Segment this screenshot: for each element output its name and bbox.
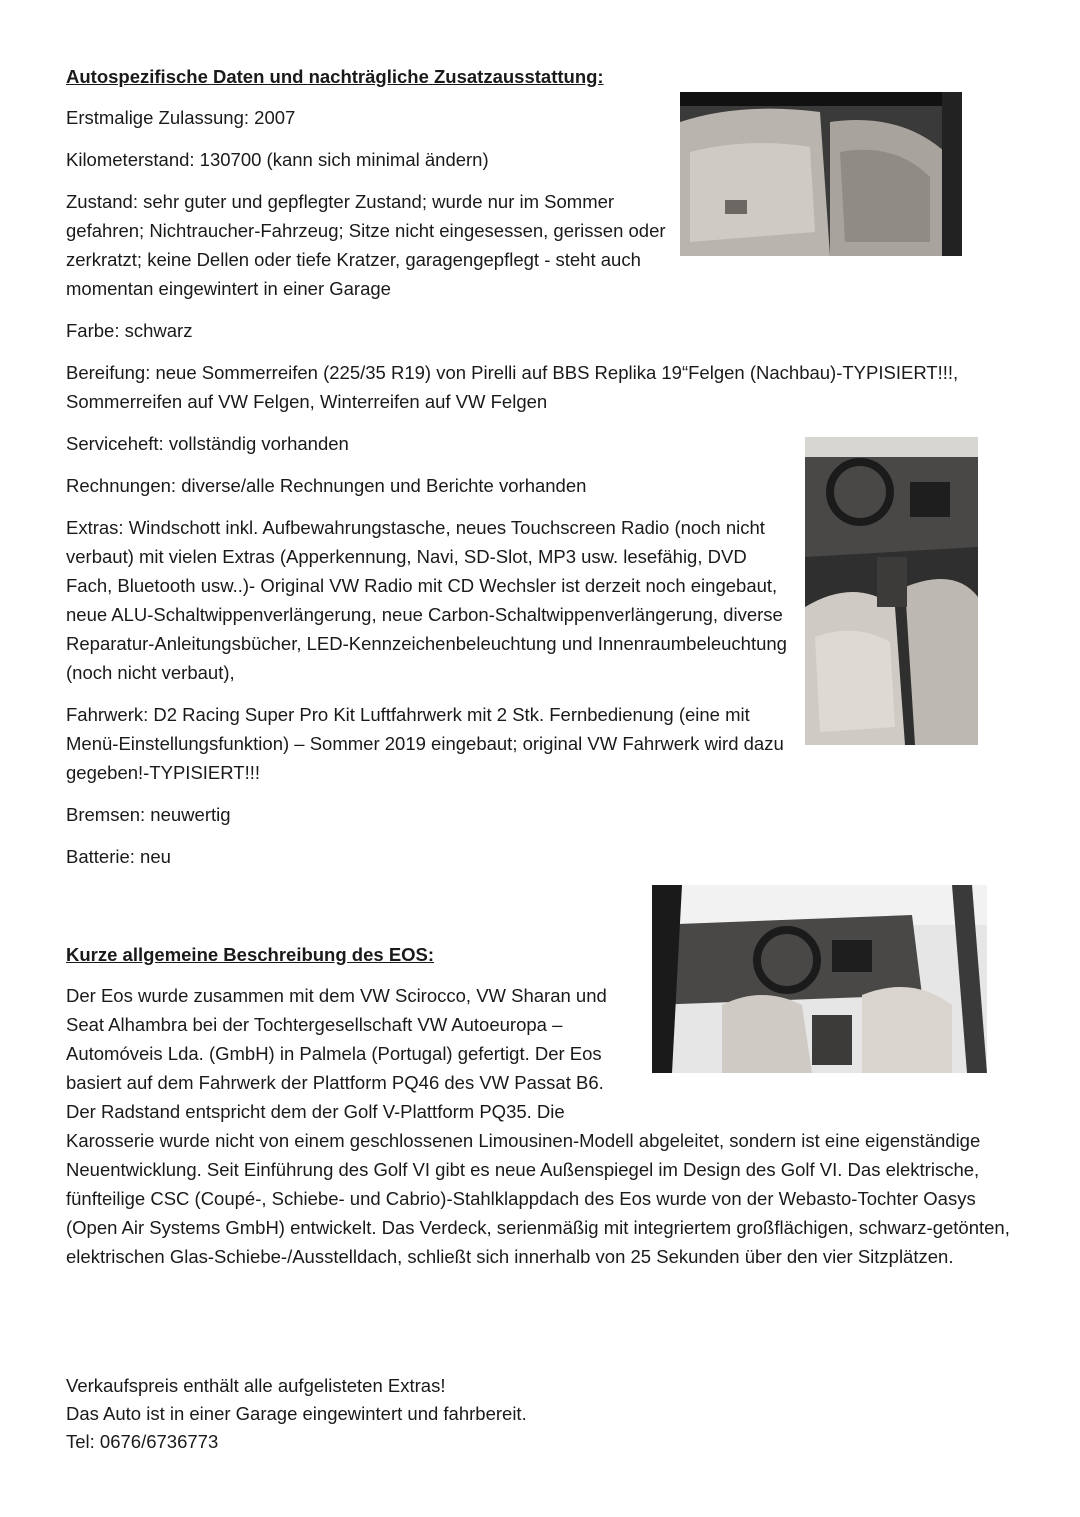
footer-garage-note: Das Auto ist in einer Garage eingewintert und fahrbereit. xyxy=(66,1403,527,1424)
front-interior-photo xyxy=(805,437,978,745)
line-mileage: Kilometerstand: 130700 (kann sich minimal ändern) xyxy=(66,149,489,170)
footer-price-note: Verkaufspreis enthält alle aufgelisteten Extras! xyxy=(66,1375,446,1396)
line-invoices: Rechnungen: diverse/alle Rechnungen und Berichte vorhanden xyxy=(66,475,587,496)
section-heading-description: Kurze allgemeine Beschreibung des EOS: xyxy=(66,944,435,965)
line-tires: Bereifung: neue Sommerreifen (225/35 R19) von Pirelli auf BBS Replika 19“Felgen (Nachbau)-TYPISIERT!!!, Sommerreifen auf VW Felgen, Winterreifen auf VW Felgen xyxy=(66,362,959,412)
section-heading-specs: Autospezifische Daten und nachträgliche Zusatzausstattung: xyxy=(66,66,604,87)
line-suspension: Fahrwerk: D2 Racing Super Pro Kit Luftfahrwerk mit 2 Stk. Fernbedienung (eine mit Menü-Einstellungsfunktion) – Sommer 2019 eingebaut; original VW Fahrwerk wird dazu gegeben!-TYPISIERT!!! xyxy=(66,704,784,783)
dashboard-photo xyxy=(652,885,987,1073)
line-registration: Erstmalige Zulassung: 2007 xyxy=(66,107,296,128)
footer-phone: Tel: 0676/6736773 xyxy=(66,1431,219,1452)
footer xyxy=(66,1372,527,1456)
rear-seats-photo xyxy=(680,92,962,256)
line-condition: Zustand: sehr guter und gepflegter Zustand; wurde nur im Sommer gefahren; Nichtraucher-Fahrzeug; Sitze nicht eingesessen, gerissen oder zerkratzt; keine Dellen oder tiefe Kratzer, garagengepflegt - steht auch momentan eingewintert in einer Garage xyxy=(66,191,666,299)
line-brakes: Bremsen: neuwertig xyxy=(66,804,231,825)
line-color: Farbe: schwarz xyxy=(66,320,193,341)
line-battery: Batterie: neu xyxy=(66,846,171,867)
line-service-book: Serviceheft: vollständig vorhanden xyxy=(66,433,349,454)
line-extras: Extras: Windschott inkl. Aufbewahrungstasche, neues Touchscreen Radio (noch nicht verbaut) mit vielen Extras (Apperkennung, Navi, SD-Slot, MP3 usw. lesefähig, DVD Fach, Bluetooth usw..)- Original VW Radio mit CD Wechsler ist derzeit noch eingebaut, neue ALU-Schaltwippenverlängerung, neue Carbon-Schaltwippenverlängerung, diverse Reparatur-Anleitungsbücher, LED-Kennzeichenbeleuchtung und Innenraumbeleuchtung (noch nicht verbaut), xyxy=(66,517,787,683)
description-paragraph: Der Eos wurde zusammen mit dem VW Scirocco, VW Sharan und Seat Alhambra bei der Tochtergesellschaft VW Autoeuropa – Automóveis Lda. (GmbH) in Palmela (Portugal) gefertigt. Der Eos basiert auf dem Fahrwerk der Plattform PQ46 des VW Passat B6. Der Radstand entspricht dem der Golf V-Plattform PQ35. Die Karosserie wurde nicht von einem geschlossenen Limousinen-Modell abgeleitet, sondern ist eine eigenständige Neuentwicklung. Seit Einführung des Golf VI gibt es neue Außenspiegel im Design des Golf VI. Das elektrische, fünfteilige CSC (Coupé-, Schiebe- und Cabrio)-Stahlklappdach des Eos wurde von der Webasto-Tochter Oasys (Open Air Systems GmbH) entwickelt. Das Verdeck, serienmäßig mit integriertem großflächigen, schwarz-getönten, elektrischen Glas-Schiebe-/Ausstelldach, schließt sich innerhalb von 25 Sekunden über den vier Sitzplätzen. xyxy=(66,985,1010,1267)
